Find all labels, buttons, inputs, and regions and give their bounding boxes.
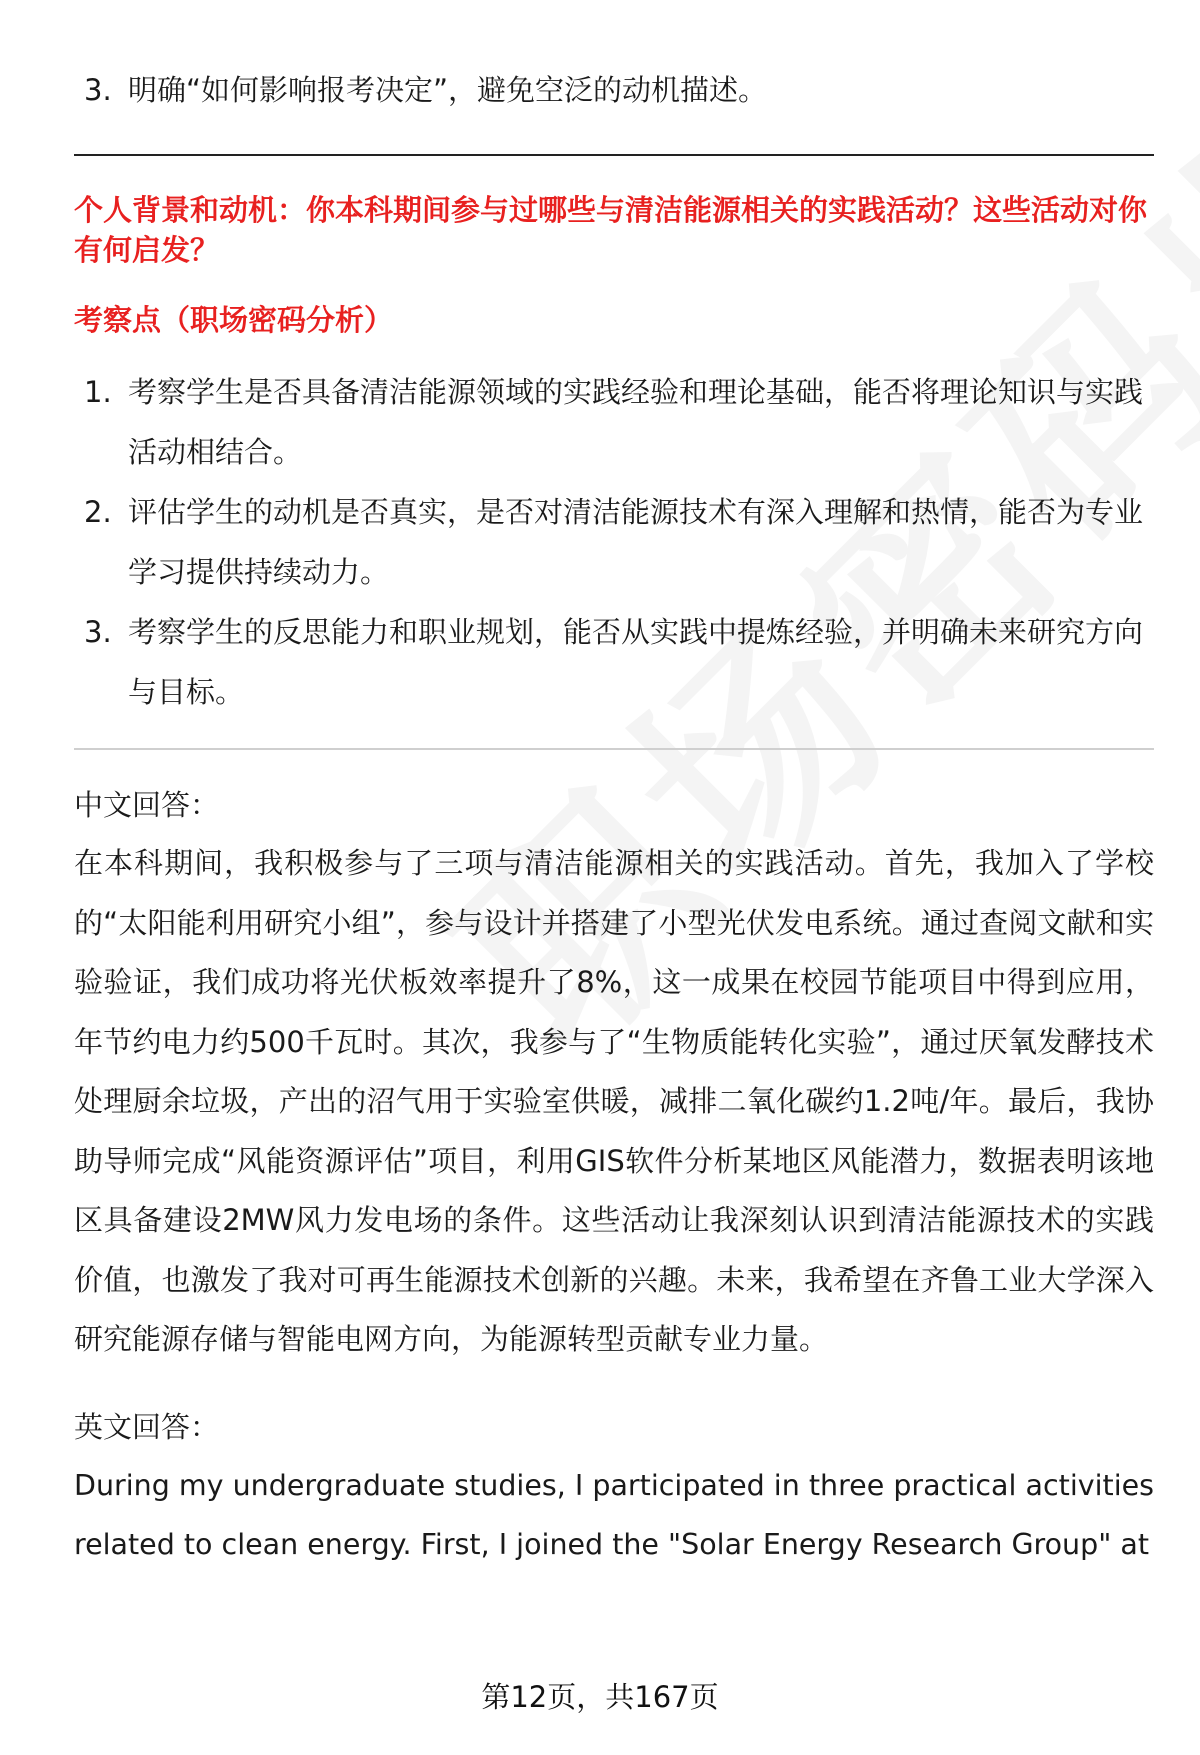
answer-divider (74, 748, 1154, 750)
points-list (74, 362, 1154, 722)
section-divider (74, 154, 1154, 156)
question-heading: 个人背景和动机：你本科期间参与过哪些与清洁能源相关的实践活动？这些活动对你有何启发？ (74, 193, 1148, 267)
page-number: 第12页，共167页 (481, 1680, 719, 1714)
english-answer-label: 英文回答： (74, 1409, 220, 1444)
page-content (74, 60, 1154, 1574)
list-number: 3. (84, 615, 112, 649)
list-item (74, 602, 1154, 722)
chinese-answer-label: 中文回答： (74, 788, 220, 822)
list-text: 明确“如何影响报考决定”，避免空泛的动机描述。 (128, 73, 768, 107)
list-text: 评估学生的动机是否真实，是否对清洁能源技术有深入理解和热情，能否为专业学习提供持续动力。 (128, 495, 1144, 589)
english-answer-text: During my undergraduate studies, I participated in three practical activities related to clean energy. First, I joined the "Solar Energy Research Group" at (74, 1468, 1154, 1561)
list-item (74, 60, 1154, 120)
chinese-answer-text: 在本科期间，我积极参与了三项与清洁能源相关的实践活动。首先，我加入了学校的“太阳能利用研究小组”，参与设计并搭建了小型光伏发电系统。通过查阅文献和实验验证，我们成功将光伏板效率提升了8%，这一成果在校园节能项目中得到应用，年节约电力约500千瓦时。其次，我参与了“生物质能转化实验”，通过厌氧发酵技术处理厨余垃圾，产出的沼气用于实验室供暖，减排二氧化碳约1.2吨/年。最后，我协助导师完成“风能资源评估”项目，利用GIS软件分析某地区风能潜力，数据表明该地区具备建设2MW风力发电场的条件。这些活动让我深刻认识到清洁能源技术的实践价值，也激发了我对可再生能源技术创新的兴趣。未来，我希望在齐鲁工业大学深入研究能源存储与智能电网方向，为能源转型贡献专业力量。 (74, 846, 1154, 1356)
list-text: 考察学生是否具备清洁能源领域的实践经验和理论基础，能否将理论知识与实践活动相结合。 (128, 375, 1144, 469)
list-number: 1. (84, 375, 112, 409)
list-item (74, 482, 1154, 602)
list-item (74, 362, 1154, 482)
list-number: 3. (84, 73, 112, 107)
points-heading: 考察点（职场密码分析） (74, 303, 394, 337)
list-text: 考察学生的反思能力和职业规划，能否从实践中提炼经验，并明确未来研究方向与目标。 (128, 615, 1144, 709)
list-number: 2. (84, 495, 112, 529)
